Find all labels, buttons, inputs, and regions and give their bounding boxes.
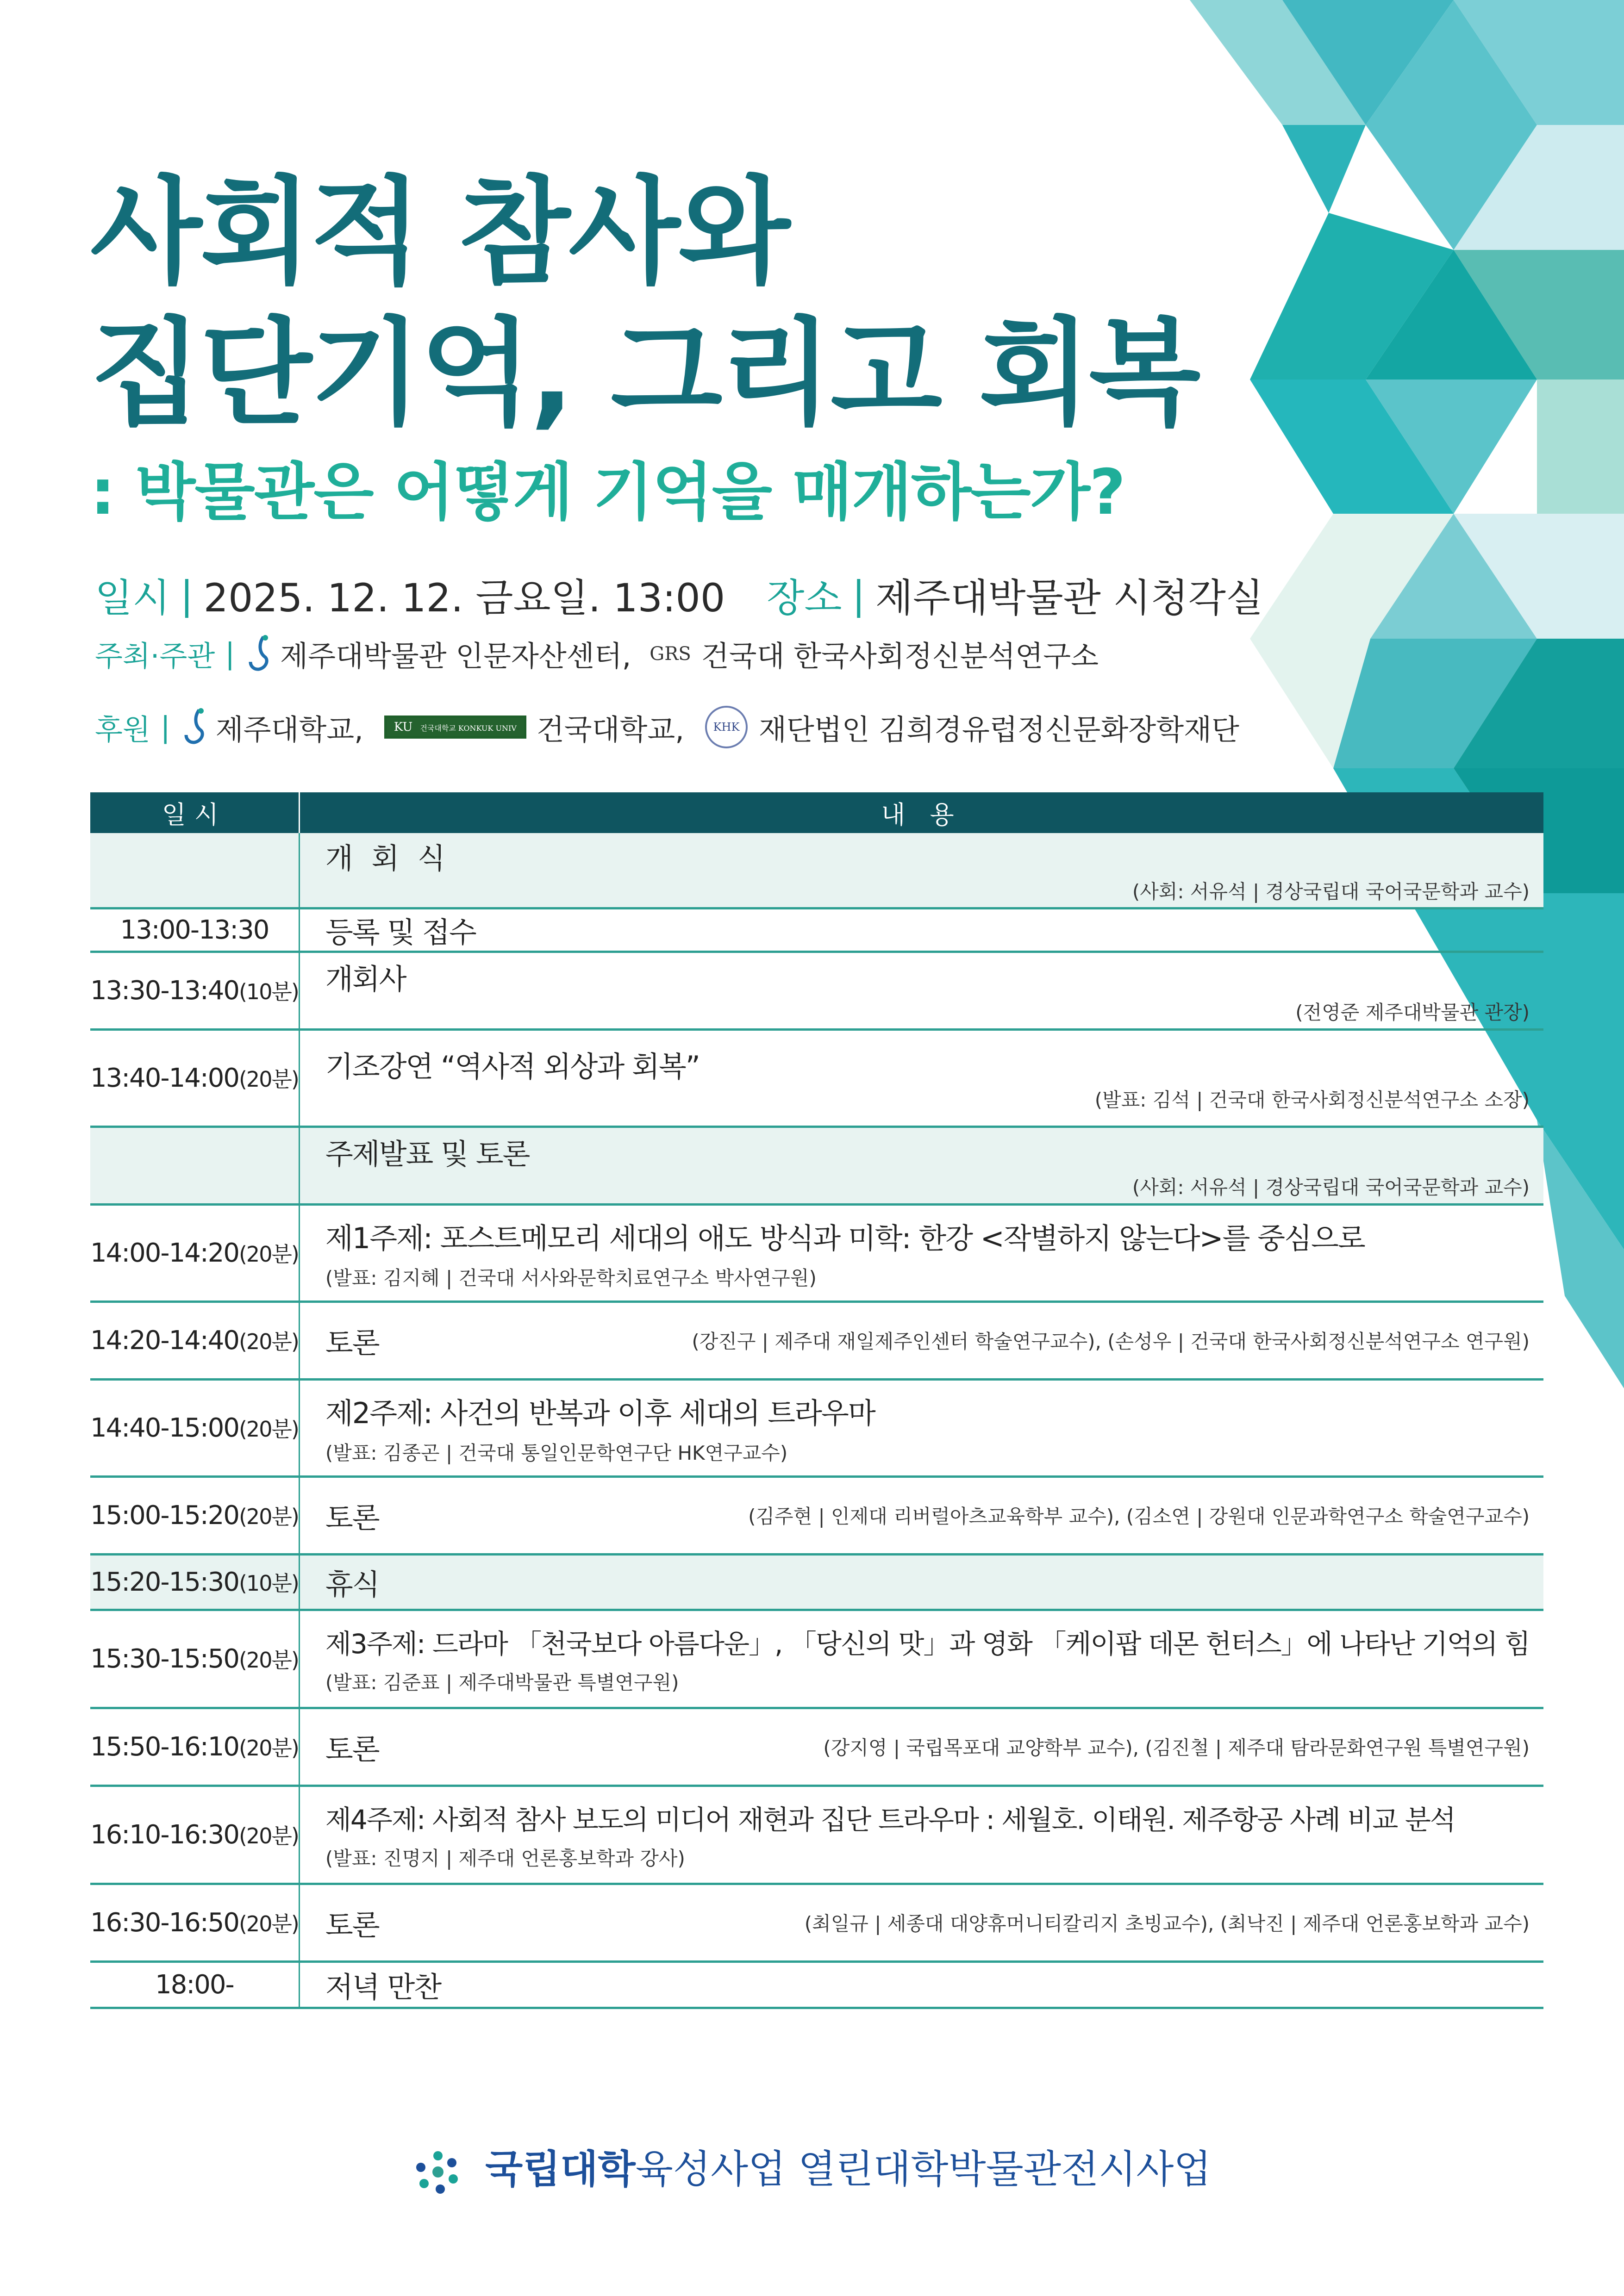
sponsor-1: 제주대학교, (215, 712, 363, 747)
row-time (90, 1786, 299, 1884)
row-content (299, 1204, 1543, 1301)
separator: | (225, 637, 235, 671)
table-row (90, 833, 1543, 908)
row-presenter: (발표: 김준표 | 제주대박물관 특별연구원) (325, 1671, 679, 1694)
jeju-univ-logo-icon (181, 707, 211, 747)
row-presenter: (발표: 김종곤 | 건국대 통일인문학연구단 HK연구교수) (325, 1441, 788, 1464)
row-right-note: (강진구 | 제주대 재일제주인센터 학술연구교수), (손성우 | 건국대 한국사회정신분석연구소 연구원) (692, 1330, 1530, 1353)
row-right-note: (김주현 | 인제대 리버럴아츠교육학부 교수), (김소연 | 강원대 인문과학연구소 학술연구교수) (748, 1505, 1530, 1528)
row-content (299, 1476, 1543, 1554)
host-2: 건국대 한국사회정신분석연구소 (701, 639, 1099, 673)
place-label: 장소 (767, 575, 842, 621)
row-title: 주제발표 및 토론 (325, 1137, 530, 1171)
row-right-note: (사회: 서유석 | 경상국립대 국어국문학과 교수) (1132, 1176, 1530, 1199)
row-minutes: (20분) (238, 1417, 299, 1442)
row-title: 토론 (325, 1500, 379, 1535)
table-row (90, 952, 1543, 1029)
row-right-note: (최일규 | 세종대 대양휴머니티칼리지 초빙교수), (최낙진 | 제주대 언론홍보학과 교수) (804, 1912, 1530, 1935)
subtitle: : 박물관은 어떻게 기억을 매개하는가? (90, 456, 1125, 529)
row-time (90, 1204, 299, 1301)
row-content (299, 1379, 1543, 1476)
row-time (90, 908, 299, 952)
row-content (299, 1884, 1543, 1961)
row-time-text: 16:30-16:50 (90, 1908, 239, 1938)
footer-rest: 육성사업 열린대학박물관전시사업 (635, 2147, 1212, 2192)
row-presenter: (발표: 진명지 | 제주대 언론홍보학과 강사) (325, 1847, 685, 1870)
separator: | (852, 572, 865, 618)
date-value: 2025. 12. 12. 금요일. 13:00 (203, 575, 725, 621)
row-time (90, 1708, 299, 1786)
sponsor-row (95, 706, 1239, 748)
row-minutes: (20분) (238, 1736, 299, 1761)
row-right-note: (강지영 | 국립목포대 교양학부 교수), (김진철 | 제주대 탐라문화연구원 특별연구원) (823, 1736, 1530, 1759)
table-row (90, 1554, 1543, 1610)
row-minutes: (20분) (238, 1823, 299, 1848)
konkuk-logo-icon (384, 716, 526, 739)
table-row (90, 1126, 1543, 1204)
row-title: 저녁 만찬 (325, 1970, 441, 2004)
row-content (299, 1126, 1543, 1204)
row-content (299, 1961, 1543, 2008)
row-minutes: (10분) (238, 1571, 299, 1596)
row-time-text: 15:00-15:20 (90, 1500, 239, 1531)
header-content: 내 용 (299, 792, 1543, 833)
row-content (299, 833, 1543, 908)
foundation-logo-icon: KHK (705, 706, 748, 748)
row-time-text: 18:00- (155, 1969, 234, 2000)
row-right-note: (사회: 서유석 | 경상국립대 국어국문학과 교수) (1132, 880, 1530, 903)
row-time (90, 1476, 299, 1554)
row-title: 개회사 (325, 962, 406, 996)
sponsor-label: 후원 (95, 712, 150, 747)
row-time (90, 1029, 299, 1126)
table-header-row (90, 792, 1543, 833)
host-1: 제주대박물관 인문자산센터, (280, 639, 631, 673)
date-place-row (95, 567, 1263, 623)
row-title: 제4주제: 사회적 참사 보도의 미디어 재현과 집단 트라우마 : 세월호. 이태원. 제주항공 사례 비교 분석 (325, 1804, 1455, 1836)
row-time-text: 14:40-15:00 (90, 1413, 239, 1443)
row-time (90, 1610, 299, 1708)
row-time (90, 1554, 299, 1610)
row-time (90, 1379, 299, 1476)
row-minutes: (20분) (238, 1242, 299, 1267)
row-title: 제1주제: 포스트메모리 세대의 애도 방식과 미학: 한강 <작별하지 않는다>를 중심으로 (325, 1221, 1365, 1255)
row-title: 등록 및 접수 (325, 915, 476, 949)
table-row (90, 1301, 1543, 1379)
row-title: 개 회 식 (325, 841, 450, 876)
program-table (90, 792, 1543, 2009)
row-time (90, 1961, 299, 2008)
table-row (90, 1786, 1543, 1884)
row-time-text: 13:30-13:40 (90, 976, 239, 1006)
row-time (90, 1884, 299, 1961)
row-minutes: (20분) (238, 1329, 299, 1354)
row-content (299, 952, 1543, 1029)
row-content (299, 1554, 1543, 1610)
place-value: 제주대박물관 시청각실 (875, 575, 1264, 621)
row-time-text: 16:10-16:30 (90, 1820, 239, 1850)
row-title: 기조강연 “역사적 외상과 회복” (325, 1049, 700, 1083)
jeju-univ-logo-icon (245, 634, 275, 674)
host-label: 주최·주관 (95, 639, 215, 673)
table-row (90, 1379, 1543, 1476)
row-time (90, 1126, 299, 1204)
row-time-text: 13:00-13:30 (120, 915, 269, 945)
row-content (299, 1301, 1543, 1379)
title-line-1: 사회적 참사와 (90, 165, 789, 299)
row-title: 토론 (325, 1732, 379, 1766)
row-presenter: (발표: 김지혜 | 건국대 서사와문학치료연구소 박사연구원) (325, 1266, 817, 1289)
table-row (90, 1610, 1543, 1708)
row-title: 토론 (325, 1908, 379, 1942)
row-time (90, 1301, 299, 1379)
row-time-text: 15:50-16:10 (90, 1732, 239, 1762)
row-content (299, 908, 1543, 952)
header-time: 일시 (90, 792, 299, 833)
sponsor-2: 건국대학교, (536, 712, 684, 747)
separator: | (180, 572, 194, 618)
row-content (299, 1708, 1543, 1786)
row-time-text: 15:30-15:50 (90, 1644, 239, 1674)
row-time-text: 13:40-14:00 (90, 1063, 239, 1093)
row-content (299, 1029, 1543, 1126)
row-minutes: (20분) (238, 1504, 299, 1529)
row-minutes: (10분) (238, 979, 299, 1004)
row-right-note: (전영준 제주대박물관 관장) (1295, 1001, 1530, 1024)
separator: | (160, 710, 170, 744)
row-time-text: 15:20-15:30 (90, 1567, 239, 1597)
row-title: 토론 (325, 1325, 379, 1360)
sponsor-3: 재단법인 김희경유럽정신문화장학재단 (759, 712, 1239, 747)
row-content (299, 1786, 1543, 1884)
row-title: 제3주제: 드라마 「천국보다 아름다운」, 「당신의 맛」과 영화 「케이팝 데몬 헌터스」에 나타난 기억의 힘 (325, 1628, 1530, 1660)
row-minutes: (20분) (238, 1648, 299, 1673)
table-row (90, 1884, 1543, 1961)
row-time-text: 14:00-14:20 (90, 1238, 239, 1268)
table-row (90, 1708, 1543, 1786)
row-title: 휴식 (325, 1567, 379, 1601)
row-time-text: 14:20-14:40 (90, 1325, 239, 1356)
row-title: 제2주제: 사건의 반복과 이후 세대의 트라우마 (325, 1396, 875, 1430)
footer (0, 2138, 1624, 2197)
grs-logo-icon: GRS (650, 643, 691, 665)
row-right-note: (발표: 김석 | 건국대 한국사회정신분석연구소 소장) (1094, 1088, 1530, 1111)
row-minutes: (20분) (238, 1911, 299, 1936)
konkuk-logo-sub: 건국대학교 KONKUK UNIV (420, 723, 517, 733)
row-minutes: (20분) (238, 1067, 299, 1092)
title-line-2: 집단기억, 그리고 회복 (90, 306, 1199, 441)
flower-logo-icon (412, 2147, 463, 2197)
row-time (90, 833, 299, 908)
table-row (90, 1476, 1543, 1554)
table-row (90, 908, 1543, 952)
table-row (90, 1961, 1543, 2008)
host-row (95, 633, 1099, 674)
table-row (90, 1029, 1543, 1126)
table-row (90, 1204, 1543, 1301)
konkuk-logo-text: KU (394, 720, 413, 734)
row-time (90, 952, 299, 1029)
row-content (299, 1610, 1543, 1708)
date-label: 일시 (95, 575, 170, 621)
footer-bold: 국립대학 (485, 2147, 636, 2192)
